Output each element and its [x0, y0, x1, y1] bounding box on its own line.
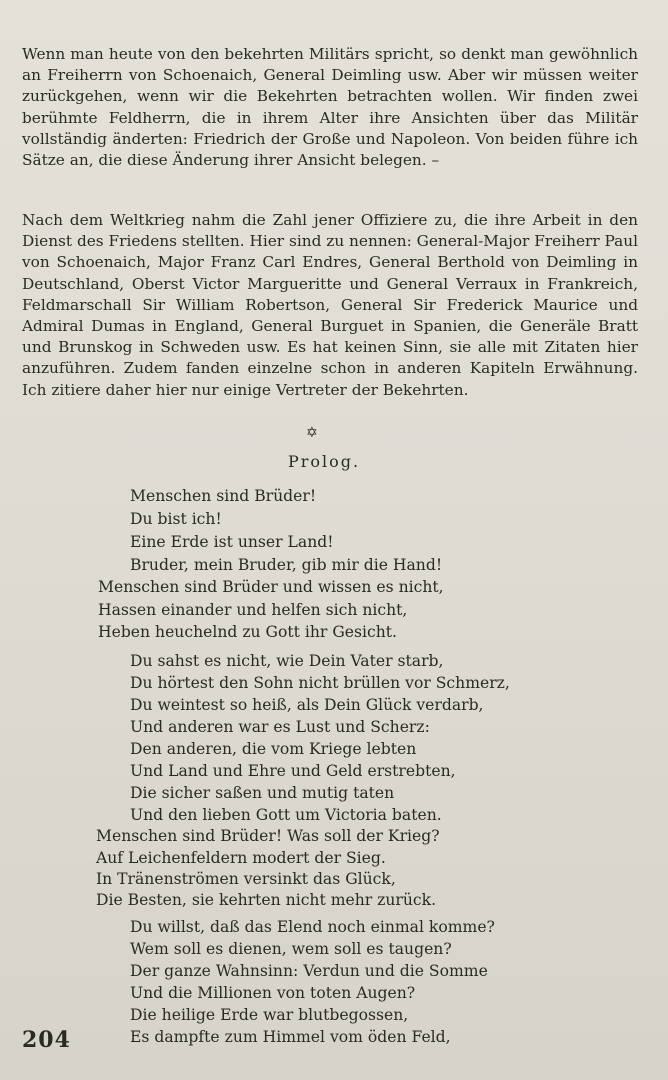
paragraph-peace-officers-list: Nach dem Weltkrieg nahm die Zahl jener Offiziere zu, die ihre Arbeit in den Dienst des Friedens stellten. Hier sind zu nennen: General-Major Freiherr Paul von Schoenaich, Major Franz Carl Endres, General Berthold von Deimling in Deutschland, Oberst Victor Margueritte und General Verraux in Frankreich, Feldmarschall Sir William Robertson, General Sir Frederick Maurice und Admiral Dumas in England, General Burguet in Spanien, die Generäle Bratt und Brunskog in Schweden usw. Es hat keinen Sinn, sie alle mit Zitaten hier anzuführen. Zudem fanden einzelne schon in anderen Kapiteln Erwähnung. Ich zitiere daher hier nur einige Vertreter der Bekehrten.: [22, 211, 638, 399]
page-number: 204: [22, 1027, 71, 1053]
poem-line: Auf Leichenfeldern modert der Sieg.: [96, 849, 386, 867]
poem-line: Menschen sind Brüder und wissen es nicht,: [98, 578, 444, 596]
poem-line: Du hörtest den Sohn nicht brüllen vor Schmerz,: [130, 674, 510, 692]
poem-line: Und Land und Ehre und Geld erstrebten,: [130, 762, 456, 780]
poem-line: Der ganze Wahnsinn: Verdun und die Somme: [130, 962, 488, 980]
poem-line: Die Besten, sie kehrten nicht mehr zurück.: [96, 891, 437, 909]
poem-line: Die heilige Erde war blutbegossen,: [130, 1006, 409, 1024]
poem-line: Du sahst es nicht, wie Dein Vater starb,: [130, 652, 444, 670]
poem-line: Es dampfte zum Himmel vom öden Feld,: [130, 1028, 451, 1046]
poem-line: Menschen sind Brüder!: [130, 487, 317, 505]
poem-line: Wem soll es dienen, wem soll es taugen?: [130, 940, 452, 958]
poem-line: Die sicher saßen und mutig taten: [130, 784, 395, 802]
poem-line: Und anderen war es Lust und Scherz:: [130, 718, 430, 736]
poem-line: Menschen sind Brüder! Was soll der Krieg?: [96, 827, 440, 845]
paragraph-converted-officers-intro: Wenn man heute von den bekehrten Militärs spricht, so denkt man gewöhnlich an Freiherrn von Schoenaich, General Deimling usw. Aber wir müssen weiter zurückgehen, wenn wir die Bekehrten betrachten wollen. Wir finden zwei berühmte Feldherrn, die in ihrem Alter ihre Ansichten über das Militär vollständig änderten: Friedrich der Große und Napoleon. Von beiden führe ich Sätze an, die diese Änderung ihrer Ansicht belegen. –: [22, 45, 638, 170]
poem-line: Den anderen, die vom Kriege lebten: [130, 740, 417, 758]
poem-line: Du willst, daß das Elend noch einmal komme?: [130, 918, 495, 936]
poem-line: Und den lieben Gott um Victoria baten.: [130, 806, 442, 824]
poem-line: Bruder, mein Bruder, gib mir die Hand!: [130, 556, 443, 574]
poem-line: Eine Erde ist unser Land!: [130, 533, 334, 551]
poem-line: Und die Millionen von toten Augen?: [130, 984, 416, 1002]
poem-line: In Tränenströmen versinkt das Glück,: [96, 870, 396, 888]
star-divider-icon: ✡: [306, 425, 318, 441]
poem-line: Heben heuchelnd zu Gott ihr Gesicht.: [98, 623, 397, 641]
poem-line: Du weintest so heiß, als Dein Glück verdarb,: [130, 696, 484, 714]
poem-title: Prolog.: [288, 452, 361, 471]
poem-line: Du bist ich!: [130, 510, 222, 528]
poem-line: Hassen einander und helfen sich nicht,: [98, 601, 408, 619]
